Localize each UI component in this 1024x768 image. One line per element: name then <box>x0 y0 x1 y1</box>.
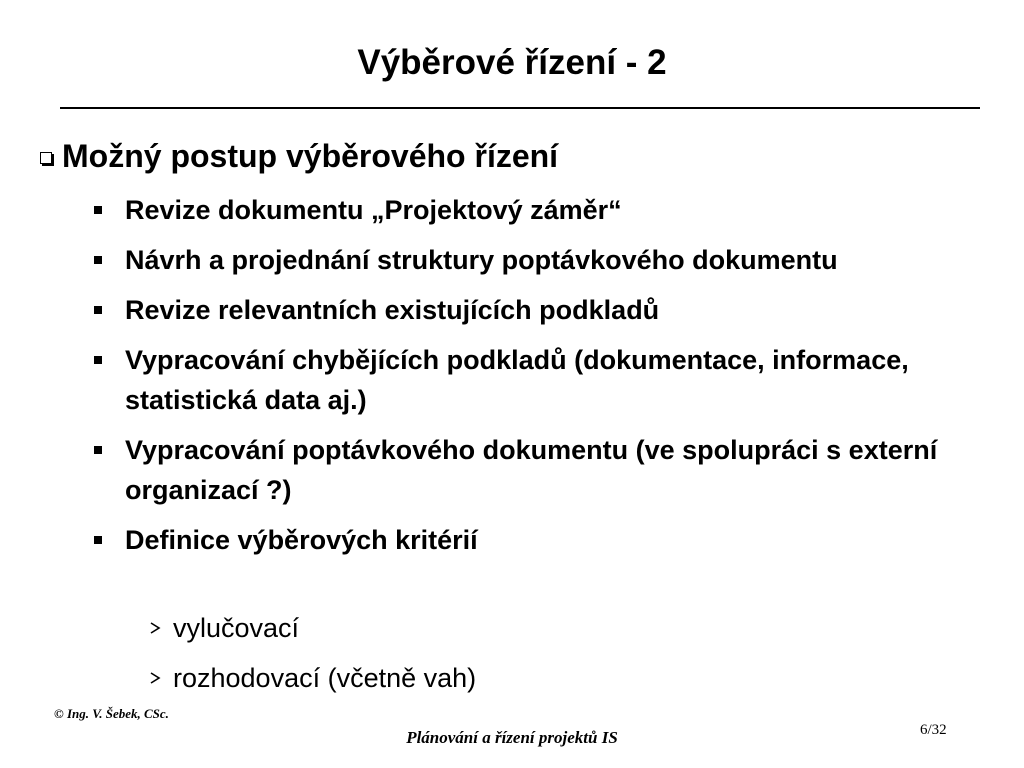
section-heading <box>40 134 558 178</box>
sub-bullet-item <box>146 608 476 648</box>
section-heading-text: Možný postup výběrového řízení <box>62 138 559 174</box>
bullet-item <box>94 520 974 560</box>
bullet-text: Vypracování poptávkového dokumentu (ve spolupráci s externí organizací ?) <box>125 435 938 505</box>
slide-title: Výběrové řízení - 2 <box>357 43 667 82</box>
sub-bullet-item <box>146 658 476 698</box>
footer-course-title: Plánování a řízení projektů IS <box>406 728 618 747</box>
footer-author: © Ing. V. Šebek, CSc. <box>54 706 169 721</box>
arrow-right-icon <box>148 671 162 685</box>
bullet-text: Revize dokumentu „Projektový záměr“ <box>125 195 622 225</box>
bullet-item <box>94 290 974 330</box>
bullet-text: Návrh a projednání struktury poptávkového dokumentu <box>125 245 838 275</box>
square-icon <box>94 306 102 314</box>
sub-bullet-text: vylučovací <box>173 613 300 643</box>
square-icon <box>94 206 102 214</box>
square-icon <box>94 356 102 364</box>
title-divider <box>60 107 980 109</box>
bullet-text: Revize relevantních existujících podkladů <box>125 295 660 325</box>
sub-bullet-list <box>146 608 476 708</box>
square-icon <box>94 446 102 454</box>
arrow-right-icon <box>148 621 162 635</box>
square-icon <box>94 256 102 264</box>
page-number: 6/32 <box>920 722 947 738</box>
checkbox-icon <box>40 152 52 164</box>
bullet-list <box>94 190 974 570</box>
bullet-text: Definice výběrových kritérií <box>125 525 478 555</box>
bullet-item <box>94 240 974 280</box>
sub-bullet-text: rozhodovací (včetně vah) <box>173 663 477 693</box>
square-icon <box>94 536 102 544</box>
bullet-item <box>94 340 974 420</box>
bullet-item <box>94 190 974 230</box>
bullet-text: Vypracování chybějících podkladů (dokumentace, informace, statistická data aj.) <box>125 345 909 415</box>
bullet-item <box>94 430 974 510</box>
